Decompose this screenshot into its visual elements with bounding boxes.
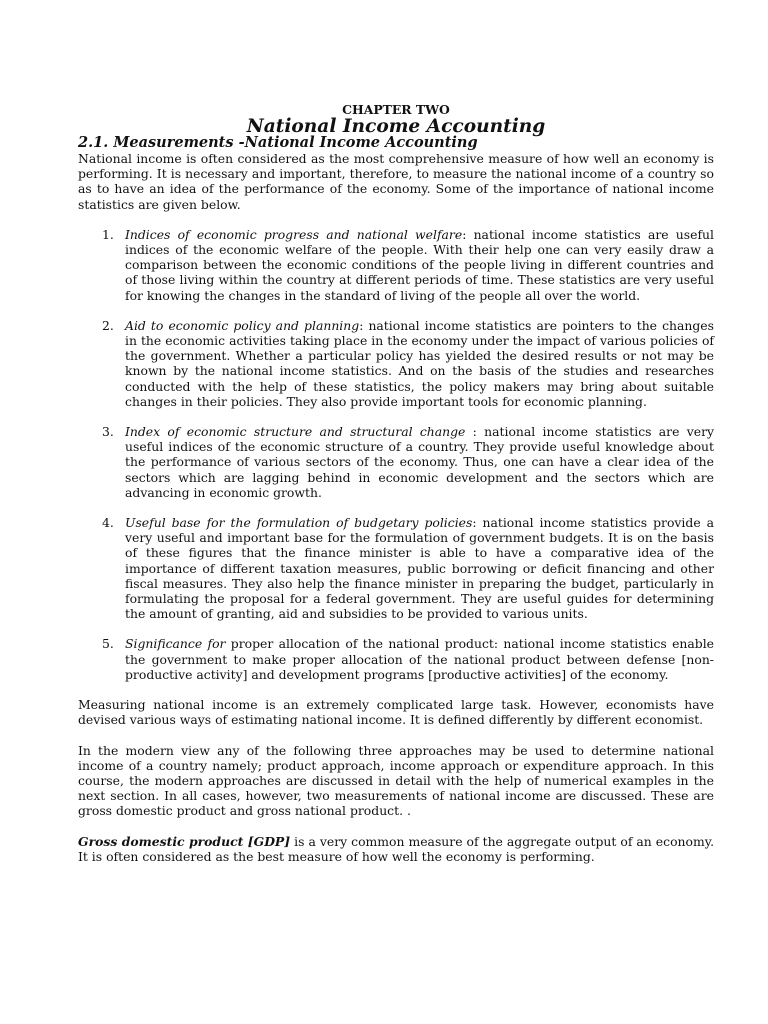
list-item-number: 1. — [102, 226, 114, 242]
list-item-term: Index of economic structure and structural change — [125, 424, 466, 440]
chapter-title: National Income Accounting — [246, 116, 546, 137]
list-item-text: : national income statistics provide a very useful and important base for the formulation of government budgets. It is on the basis of these figures that the finance minister is able to have a comparative idea of the importance of different taxation measures, public borrowing or deficit financing and other fiscal measures. They also help the finance minister in preparing the budget, particularly in formulating the proposal for a federal government. They are useful guides for determining the amount of granting, aid and subsidies to be provided to various units. — [125, 515, 714, 622]
list-item-text: proper allocation of the national product: national income statistics enable the government to make proper allocation of the national product between defense [non-productive activity] and development programs [productive activities] of the economy. — [125, 636, 715, 682]
list-item-text: : national income statistics are useful indices of the economic welfare of the people. With their help one can very easily draw a comparison between the economic conditions of the people living in different countries and of those living within the country at different periods of time. These statistics are very useful for knowing the changes in the standard of living of the people all over the world. — [125, 226, 714, 303]
section-heading: 2.1. Measurements -National Income Accounting — [78, 134, 478, 151]
list-item — [102, 636, 715, 682]
measuring-paragraph: Measuring national income is an extremely complicated large task. However, economists have devised various ways of estimating national income. It is defined differently by different economist. — [78, 697, 714, 728]
list-item — [102, 424, 714, 500]
importance-list — [78, 227, 714, 682]
list-item-term: Aid to economic policy and planning — [125, 317, 360, 333]
gdp-paragraph — [78, 834, 714, 864]
list-item — [102, 226, 714, 303]
list-item-number: 4. — [102, 515, 114, 531]
list-item — [102, 317, 714, 409]
list-item-number: 2. — [102, 317, 114, 333]
list-item-text: : national income statistics are very useful indices of the economic structure of a country. They provide useful knowledge about the performance of various sectors of the economy. Thus, one can have a clear idea of the sectors which are lagging behind in economic development and the sectors which are advancing in economic growth. — [125, 424, 714, 500]
intro-paragraph: National income is often considered as the most comprehensive measure of how well an economy is performing. It is necessary and important, therefore, to measure the national income of a country so as to have an idea of the performance of the economy. Some of the importance of national income statistics are given below. — [78, 151, 714, 212]
gdp-term: Gross domestic product [GDP] — [78, 833, 291, 849]
list-item-term: Significance for — [125, 636, 226, 652]
list-item-text: : national income statistics are pointers to the changes in the economic activities taking place in the economy under the impact of various policies of the government. Whether a particular policy has yielded the desired results or not may be known by the national income statistics. And on the basis of the studies and researches conducted with the help of these statistics, the policy makers may bring about suitable changes in their policies. They also provide important tools for economic planning. — [125, 317, 714, 409]
list-item-number: 5. — [102, 636, 114, 652]
list-item-term: Useful base for the formulation of budgetary policies — [125, 515, 473, 531]
list-item — [102, 515, 714, 622]
list-item-term: Indices of economic progress and national welfare — [125, 226, 463, 242]
modern-view-paragraph: In the modern view any of the following three approaches may be used to determine national income of a country namely; product approach, income approach or expenditure approach. In this course, the modern approaches are discussed in detail with the help of numerical examples in the next section. In all cases, however, two measurements of national income are discussed. These are gross domestic product and gross national product. . — [78, 742, 714, 819]
gdp-text: is a very common measure of the aggregate output of an economy. It is often considered as the best measure of how well the economy is performing. — [78, 833, 715, 864]
chapter-heading: CHAPTER TWO — [342, 102, 450, 117]
list-item-number: 3. — [102, 424, 114, 440]
